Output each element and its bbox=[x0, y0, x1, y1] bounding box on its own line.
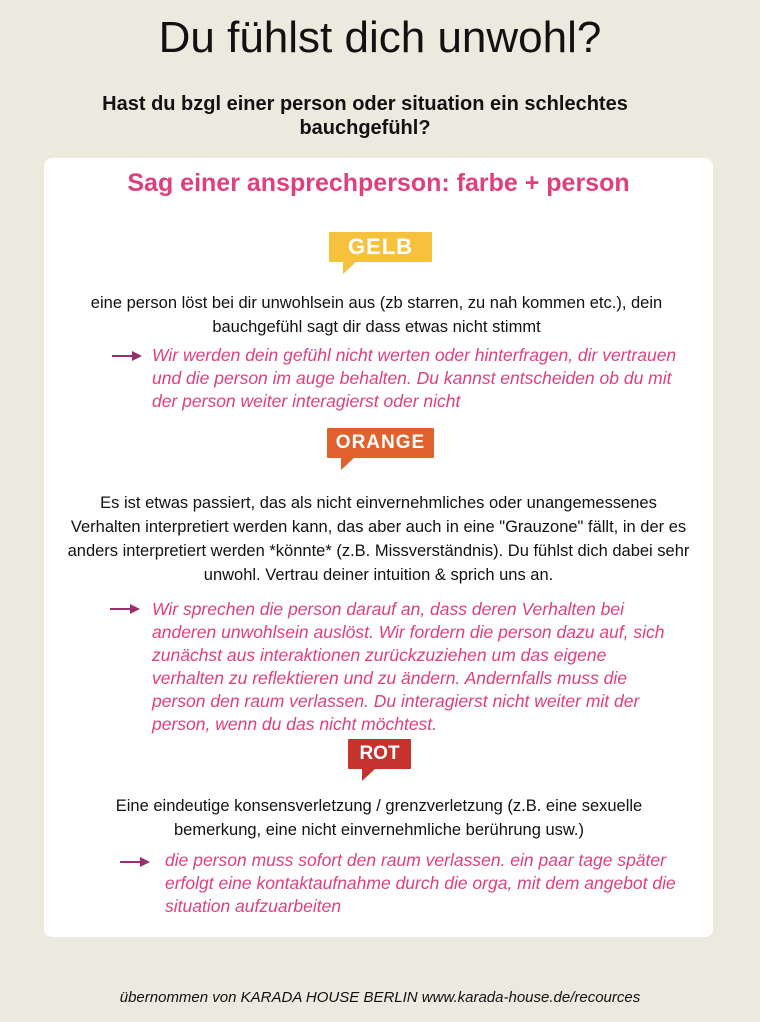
description-rot: Eine eindeutige konsensverletzung / grenzverletzung (z.B. eine sexuelle bemerkung, eine nicht einvernehmliche berührung usw.) bbox=[115, 797, 643, 839]
description-orange: Es ist etwas passiert, das als nicht einvernehmliches oder unangemessenes Verhalten interpretiert werden kann, das aber auch in eine "Grauzone" fällt, in der es anders interpretiert werden *könnte* (z.B. Missverständnis). Du fühlst dich dabei sehr unwohl. Vertrau deiner intuition & sprich uns an. bbox=[67, 494, 690, 584]
card-heading: Sag einer ansprechperson: farbe + person bbox=[127, 169, 630, 197]
speech-bubble-tail-icon bbox=[343, 261, 357, 274]
tag-gelb-label: GELB bbox=[329, 232, 432, 262]
description-gelb: eine person löst bei dir unwohlsein aus (zb starren, zu nah kommen etc.), dein bauchgefühl sagt dir dass etwas nicht stimmt bbox=[90, 294, 663, 336]
tag-rot-label: ROT bbox=[348, 739, 411, 769]
tag-gelb bbox=[329, 232, 432, 262]
response-gelb: Wir werden dein gefühl nicht werten oder hinterfragen, dir vertrauen und die person im auge behalten. Du kannst entscheiden ob du mit der person weiter interagierst oder nicht bbox=[152, 345, 677, 411]
arrow-right-icon bbox=[112, 350, 142, 362]
arrow-right-icon bbox=[110, 603, 140, 615]
speech-bubble-tail-icon bbox=[341, 457, 355, 470]
response-rot: die person muss sofort den raum verlassen. ein paar tage später erfolgt eine kontaktaufnahme durch die orga, mit dem angebot die situation aufzuarbeiten bbox=[165, 850, 676, 916]
subtitle: Hast du bzgl einer person oder situation ein schlechtes bauchgefühl? bbox=[102, 93, 628, 139]
speech-bubble-tail-icon bbox=[362, 768, 376, 781]
response-orange: Wir sprechen die person darauf an, dass deren Verhalten bei anderen unwohlsein auslöst. Wir fordern die person dazu auf, sich zunächst aus interaktionen zurückzuziehen um das eigene verhalten zu reflektieren und zu ändern. Andernfalls muss die person den raum verlassen. Du interagierst nicht weiter mit der person, wenn du das nicht möchtest. bbox=[152, 599, 665, 734]
page-title: Du fühlst dich unwohl? bbox=[158, 13, 602, 62]
tag-rot bbox=[348, 739, 411, 769]
info-card bbox=[44, 158, 713, 937]
arrow-right-icon bbox=[120, 856, 150, 868]
tag-orange bbox=[327, 428, 434, 458]
footer-credit: übernommen von KARADA HOUSE BERLIN www.karada-house.de/recources bbox=[119, 989, 641, 1006]
tag-orange-label: ORANGE bbox=[327, 428, 434, 458]
